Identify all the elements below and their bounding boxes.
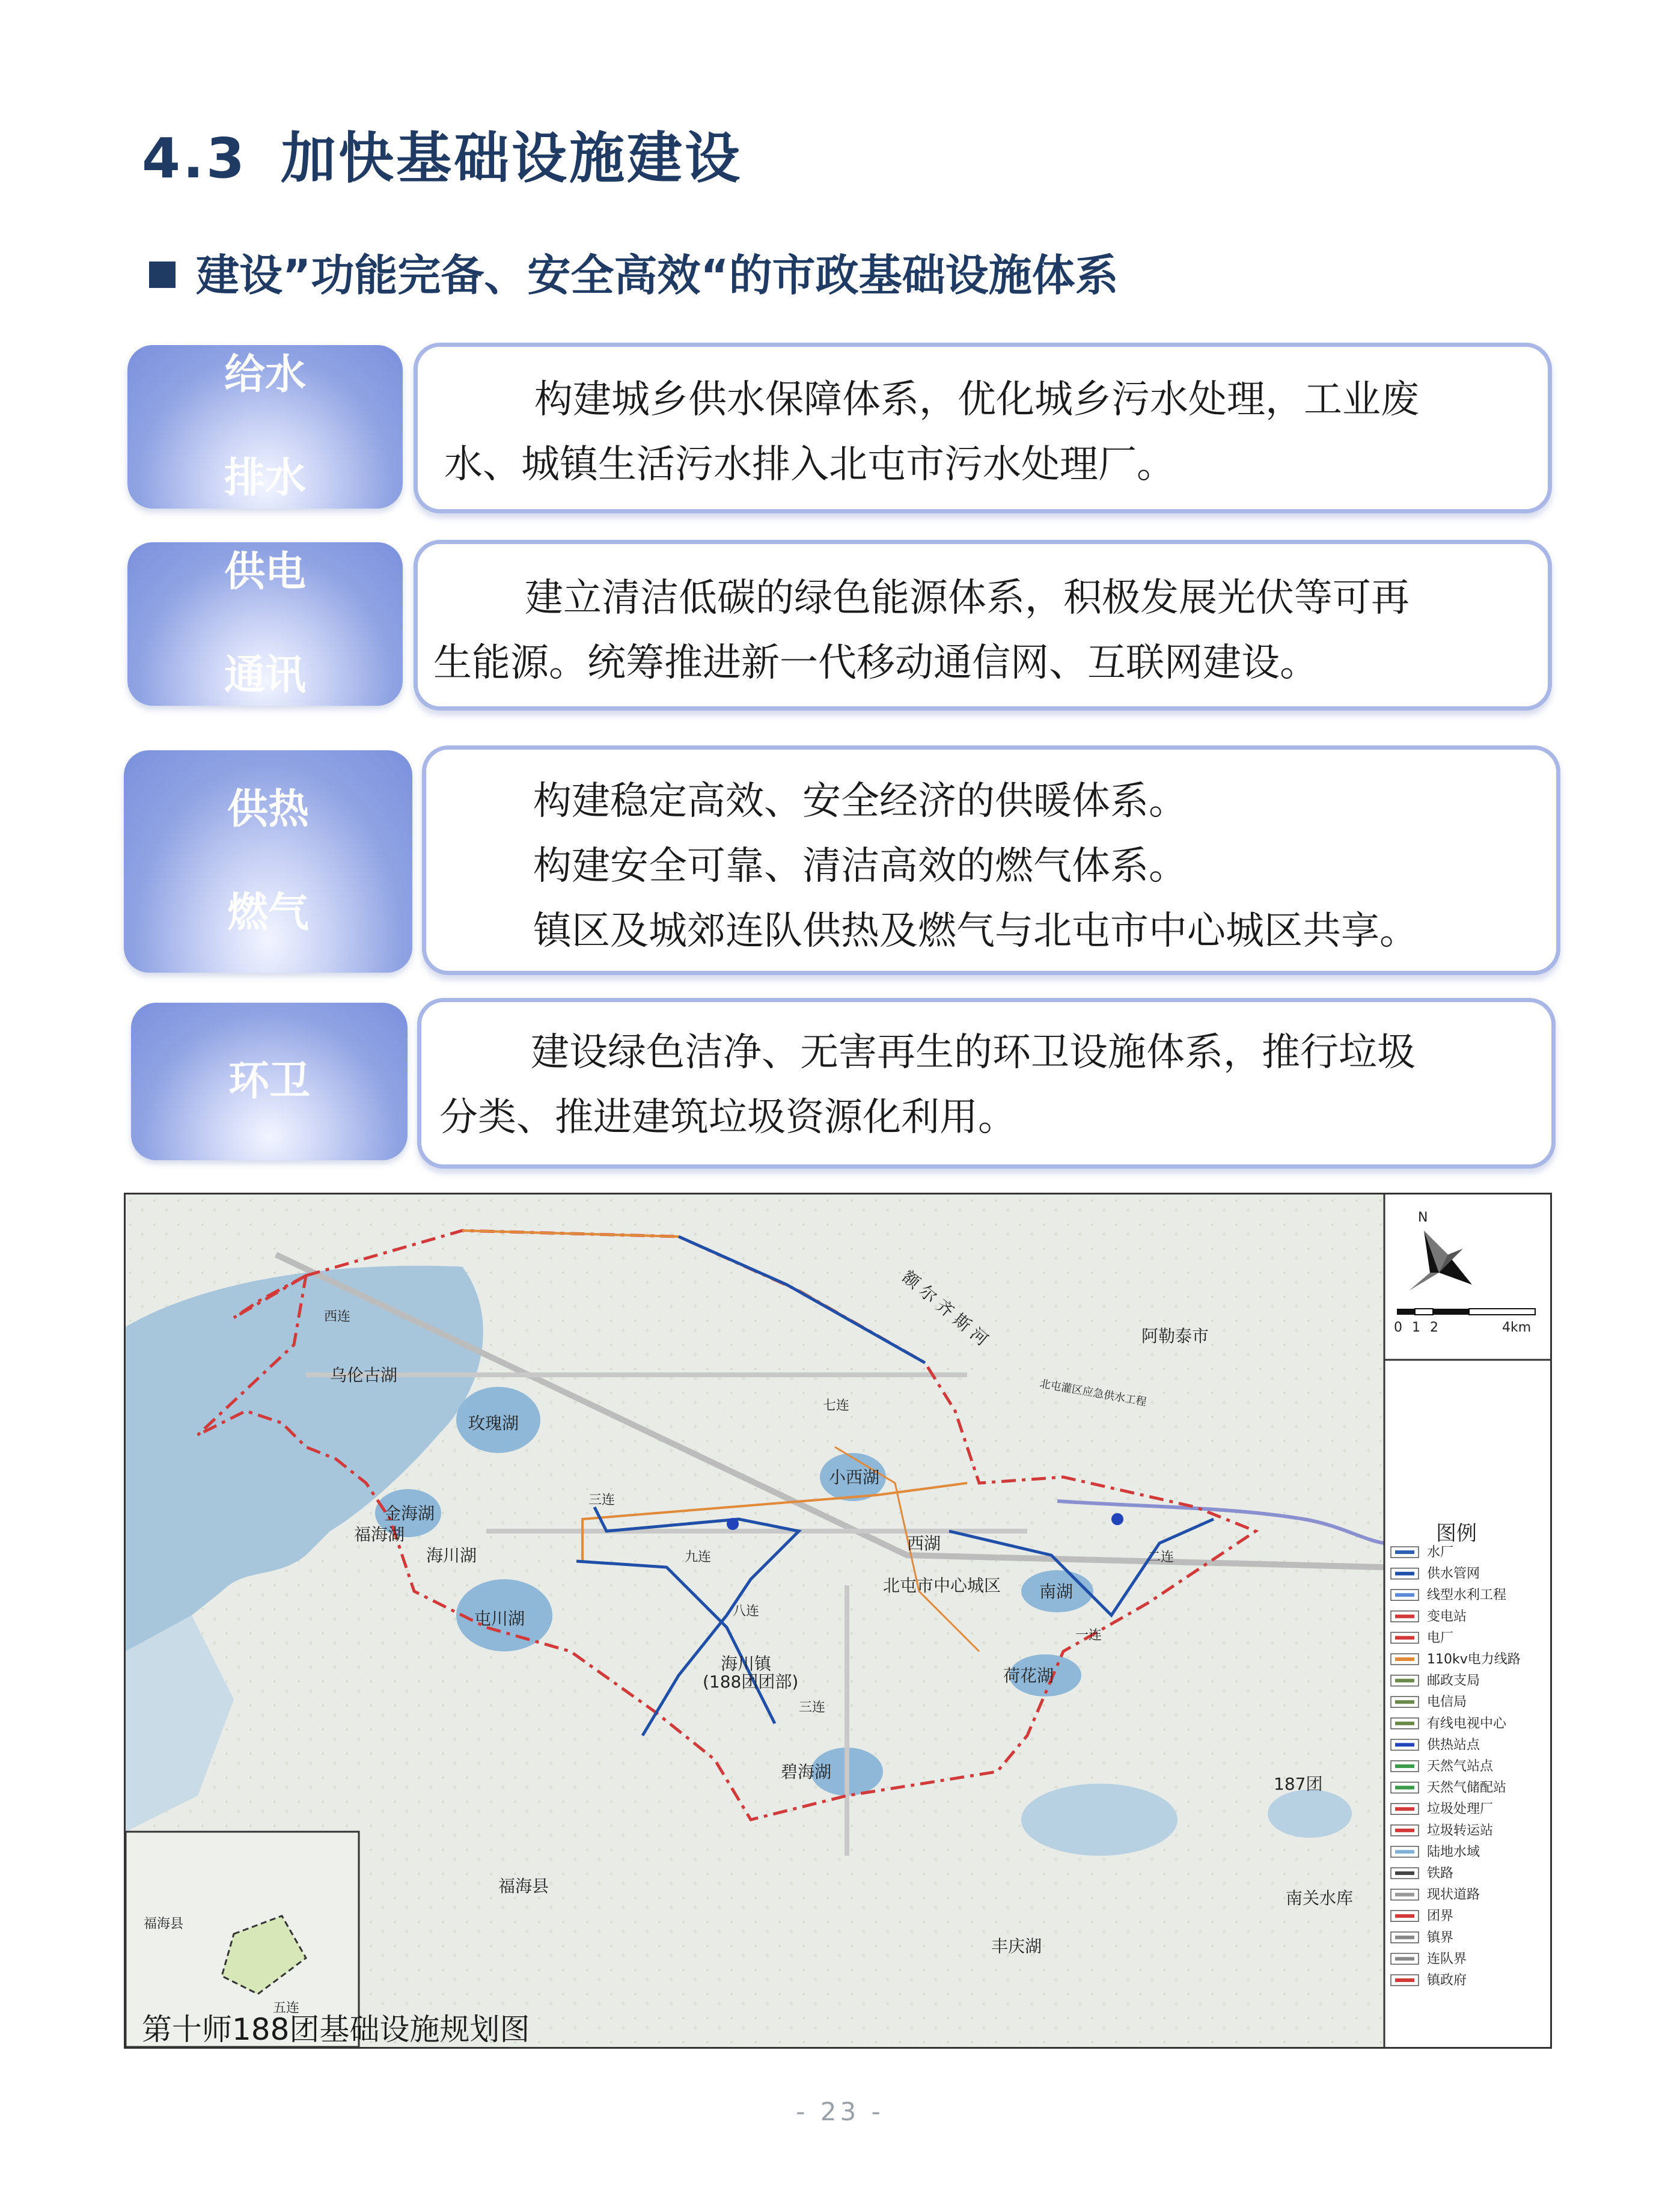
legend-label: 线型水利工程 [1427, 1588, 1507, 1603]
legend-label: 供热站点 [1427, 1737, 1480, 1753]
legend-label: 陆地水域 [1427, 1844, 1480, 1860]
map-label: 南湖 [1039, 1582, 1074, 1601]
map-label: 阿勒泰市 [1141, 1326, 1209, 1346]
legend-label: 垃圾转运站 [1427, 1823, 1494, 1838]
subsection-heading [149, 240, 1119, 303]
section-number: 4.3 [142, 126, 247, 191]
legend-label: 变电站 [1427, 1609, 1467, 1624]
legend-label: 镇政府 [1427, 1973, 1467, 1988]
legend-symbol [1395, 1893, 1414, 1897]
legend-symbol [1395, 1636, 1414, 1639]
map-label: 额 尔 齐 斯 河 [898, 1267, 992, 1350]
map-label: 三连 [588, 1493, 615, 1508]
legend-label: 现状道路 [1427, 1887, 1480, 1903]
map-label: 小西湖 [829, 1467, 880, 1487]
card-line: 建设绿色洁净、无害再生的环卫设施体系，推行垃圾 [531, 1030, 1416, 1075]
card-line: 构建安全可靠、清洁高效的燃气体系。 [533, 844, 1187, 889]
legend-label: 有线电视中心 [1427, 1716, 1507, 1731]
legend-symbol [1395, 1572, 1414, 1576]
legend-label: 水厂 [1427, 1545, 1454, 1560]
card-sanitation-text [417, 998, 1556, 1169]
map-label: 三连 [799, 1700, 826, 1715]
legend-symbol [1395, 1829, 1414, 1832]
map-label: 福海湖 [354, 1525, 405, 1544]
tag-heat-line2: 燃气 [227, 889, 309, 937]
legend-label: 天然气站点 [1427, 1759, 1494, 1774]
card-line: 水、城镇生活污水排入北屯市污水处理厂。 [444, 442, 1175, 487]
heating-station-icon [727, 1518, 739, 1530]
scale-label: 0 [1394, 1320, 1402, 1335]
infrastructure-map [124, 1193, 1552, 2049]
legend-symbol [1395, 1615, 1414, 1618]
legend-symbol [1395, 1764, 1414, 1768]
map-label: 二连 [1147, 1550, 1174, 1565]
scale-label: 2 [1430, 1320, 1438, 1335]
fengqing-lake [1021, 1784, 1178, 1856]
map-label: 碧海湖 [781, 1762, 832, 1782]
legend-label: 邮政支局 [1427, 1673, 1480, 1689]
legend-symbol [1395, 1850, 1414, 1853]
nanguan-reservoir [1268, 1790, 1352, 1838]
card-heat-text [422, 745, 1560, 975]
legend-symbol [1395, 1700, 1414, 1704]
map-label: 屯川湖 [474, 1609, 525, 1629]
map-label: 八连 [733, 1604, 760, 1619]
map-label: 金海湖 [384, 1503, 435, 1523]
legend-symbol [1395, 1936, 1414, 1939]
square-bullet-icon [149, 262, 176, 288]
map-label: (188团团部) [703, 1672, 799, 1692]
map-label: 海川湖 [426, 1546, 477, 1565]
map-label: 福海县 [498, 1876, 549, 1896]
map-label: 丰庆湖 [991, 1936, 1042, 1956]
card-line: 建立清洁低碳的绿色能源体系，积极发展光伏等可再 [525, 576, 1410, 620]
map-label: 七连 [823, 1398, 850, 1413]
map-label: 南关水库 [1286, 1888, 1354, 1908]
legend-symbol [1395, 1743, 1414, 1746]
legend-symbol [1395, 1593, 1414, 1597]
map-label: 北屯灌区应急供水工程 [1039, 1377, 1148, 1409]
map-label: 北屯市中心城区 [883, 1576, 1001, 1595]
map-label: 西湖 [907, 1534, 941, 1553]
scale-label: 4km [1502, 1320, 1532, 1335]
card-line: 分类、推进建筑垃圾资源化利用。 [439, 1095, 1016, 1140]
card-line: 生能源。统筹推进新一代移动通信网、互联网建设。 [433, 641, 1318, 685]
tag-power-line2: 通讯 [224, 652, 306, 699]
legend-label: 垃圾处理厂 [1427, 1802, 1494, 1817]
map-label: 187团 [1274, 1774, 1323, 1794]
legend-symbol [1395, 1786, 1414, 1790]
legend-symbol [1395, 1722, 1414, 1725]
inset-label: 五连 [273, 2001, 300, 2016]
legend-symbol [1395, 1679, 1414, 1683]
tag-power [127, 542, 403, 706]
map-label: 一连 [1075, 1628, 1102, 1643]
legend-label: 电厂 [1427, 1630, 1454, 1646]
inset-label: 福海县 [144, 1916, 184, 1932]
card-line: 构建城乡供水保障体系，优化城乡污水处理，工业废 [534, 378, 1419, 422]
legend-label: 天然气储配站 [1427, 1780, 1507, 1796]
map-label: 西连 [324, 1309, 351, 1324]
page-number: - 23 - [796, 2097, 884, 2126]
map-label: 荷花湖 [1003, 1666, 1054, 1686]
legend-label: 团界 [1427, 1909, 1454, 1924]
map-label: 九连 [685, 1550, 712, 1565]
tag-heat [124, 750, 412, 973]
legend-symbol [1395, 1978, 1414, 1982]
legend-symbol [1395, 1657, 1414, 1661]
tag-sanitation-line1: 环卫 [228, 1057, 310, 1105]
tag-heat-line1: 供热 [227, 786, 309, 833]
map-label: 乌伦古湖 [330, 1365, 398, 1385]
heating-station-icon [1111, 1513, 1123, 1525]
tag-water-line2: 排水 [224, 454, 306, 502]
legend-symbol [1395, 1914, 1414, 1918]
card-line: 构建稳定高效、安全经济的供暖体系。 [533, 779, 1187, 824]
legend-label: 电信局 [1427, 1695, 1467, 1710]
tag-power-line1: 供电 [224, 548, 306, 596]
card-water-text [414, 343, 1552, 513]
legend-label: 铁路 [1427, 1866, 1454, 1881]
subsection-title: 建设”功能完备、安全高效“的市政基础设施体系 [196, 250, 1119, 301]
legend-symbol [1395, 1957, 1414, 1960]
legend-symbol [1395, 1807, 1414, 1811]
tag-sanitation [131, 1003, 408, 1160]
north-label: N [1418, 1210, 1428, 1225]
legend-label: 供水管网 [1427, 1566, 1480, 1582]
legend-label: 镇界 [1427, 1930, 1454, 1945]
section-title: 加快基础设施建设 [280, 126, 742, 191]
legend-symbol [1395, 1871, 1414, 1875]
tag-water-line1: 给水 [224, 351, 306, 399]
map-canvas [126, 1194, 1550, 2047]
map-label: 玫瑰湖 [468, 1413, 519, 1433]
card-power-text [414, 540, 1552, 711]
legend-symbol [1395, 1550, 1414, 1554]
legend-label: 110kv电力线路 [1427, 1652, 1521, 1667]
section-heading [142, 114, 742, 194]
card-line: 镇区及城郊连队供热及燃气与北屯市中心城区共享。 [533, 909, 1418, 953]
scale-label: 1 [1412, 1320, 1420, 1335]
tag-water [127, 345, 403, 509]
legend-label: 连队界 [1427, 1951, 1467, 1967]
figure-caption: 第十师188团基础设施规划图 [142, 2012, 530, 2047]
map-label: 海川镇 [721, 1654, 772, 1674]
legend-title: 图例 [1436, 1522, 1477, 1546]
